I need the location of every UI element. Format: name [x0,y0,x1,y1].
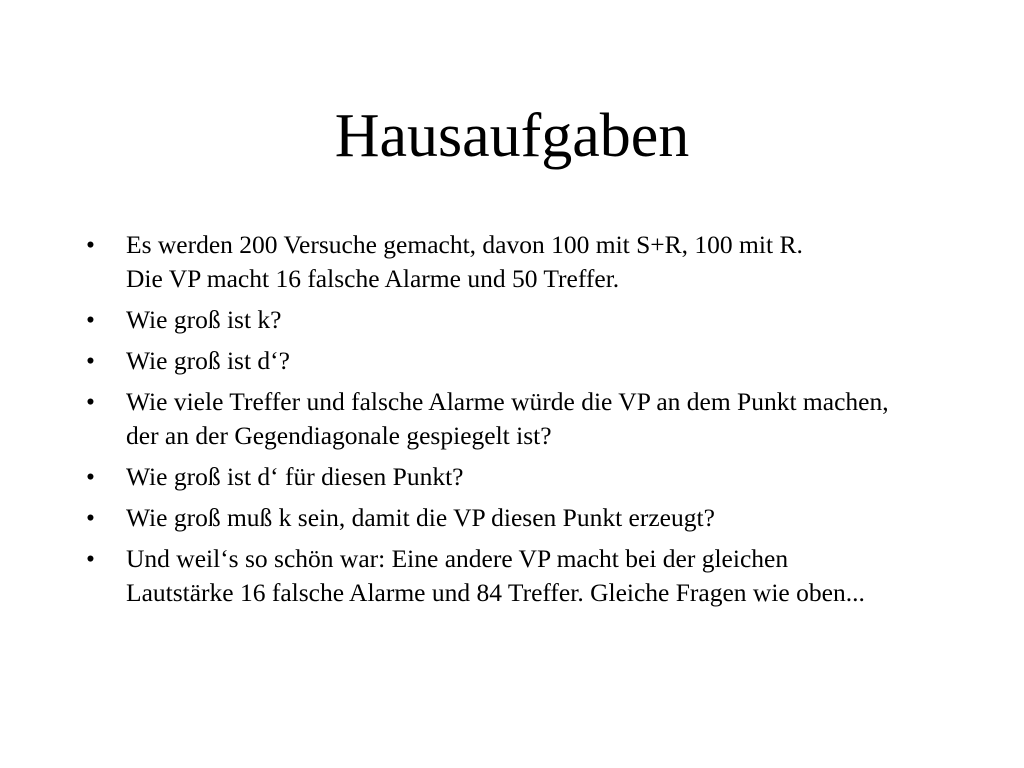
bullet-text: Wie groß ist k? [126,305,282,334]
bullet-icon: • [86,346,95,375]
bullet-item [86,228,996,296]
bullet-item [86,460,996,494]
bullet-text: Wie groß muß k sein, damit die VP diesen Punkt erzeugt? [126,503,715,532]
bullet-item [86,344,996,378]
bullet-icon: • [86,503,95,532]
bullet-text: Wie viele Treffer und falsche Alarme würde die VP an dem Punkt machen, [126,387,889,416]
bullet-icon: • [86,305,95,334]
bullet-text: Lautstärke 16 falsche Alarme und 84 Treffer. Gleiche Fragen wie oben... [126,578,865,607]
bullet-text: Und weil‘s so schön war: Eine andere VP macht bei der gleichen [126,544,789,573]
bullet-text: Wie groß ist d‘ für diesen Punkt? [126,462,464,491]
bullet-item [86,542,996,610]
bullet-icon: • [86,462,95,491]
bullet-text: Es werden 200 Versuche gemacht, davon 100 mit S+R, 100 mit R. [126,230,803,259]
bullet-icon: • [86,230,95,259]
bullet-item [86,385,996,453]
bullet-text: Die VP macht 16 falsche Alarme und 50 Treffer. [126,264,620,293]
bullet-item [86,303,996,337]
bullet-text: der an der Gegendiagonale gespiegelt ist? [126,421,552,450]
bullet-icon: • [86,544,95,573]
bullet-list [86,228,996,617]
bullet-item [86,501,996,535]
slide-title: Hausaufgaben [334,102,690,170]
bullet-text: Wie groß ist d‘? [126,346,290,375]
bullet-icon: • [86,387,95,416]
